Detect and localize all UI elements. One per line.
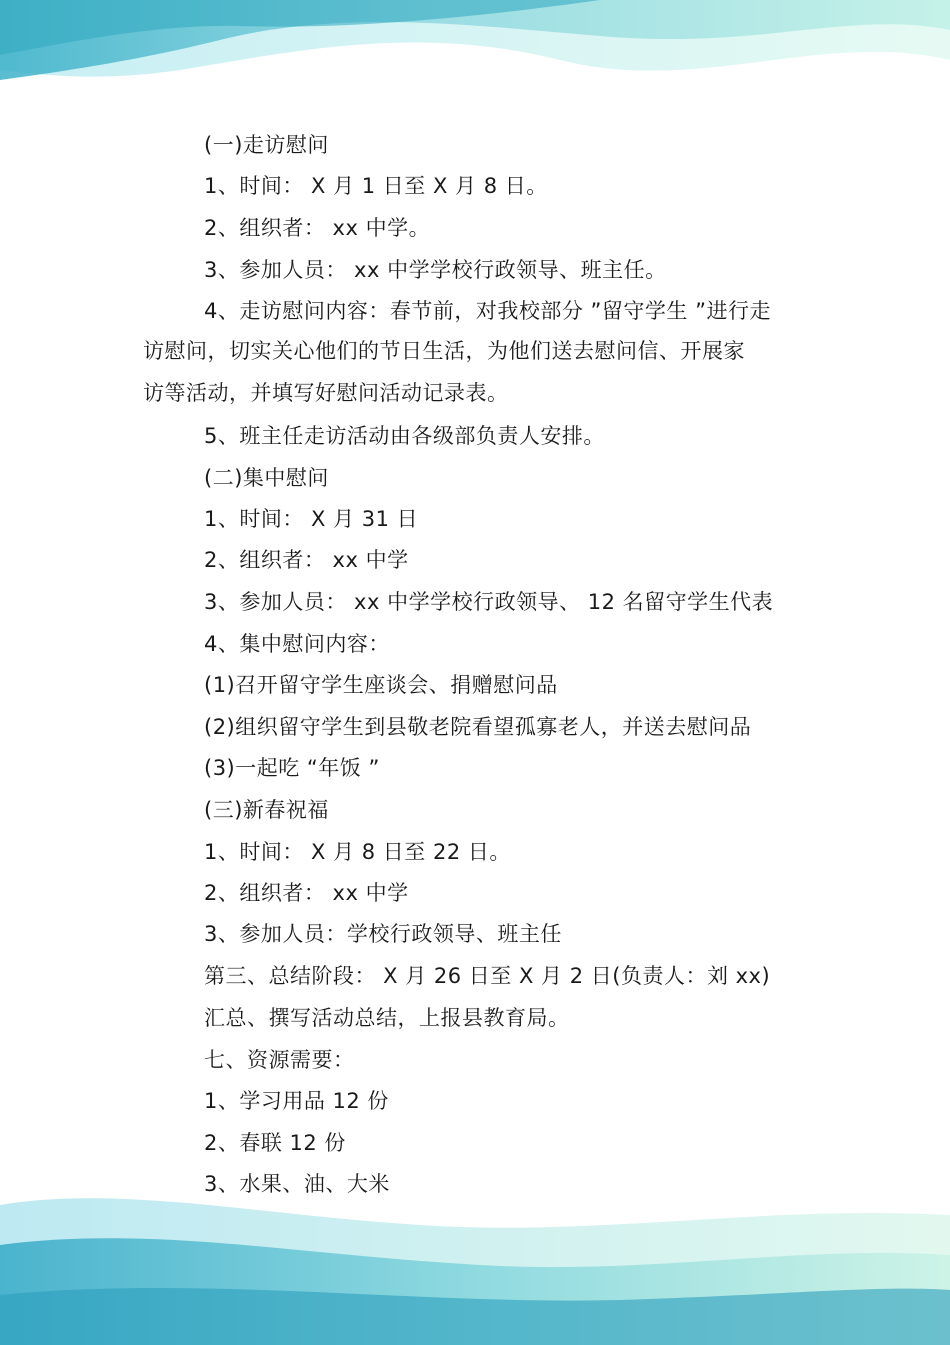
- text-line: 1、时间： X 月 8 日至 22 日。: [204, 840, 511, 864]
- text-line: 3、参加人员： xx 中学学校行政领导、班主任。: [204, 258, 667, 282]
- text-line: 1、时间： X 月 1 日至 X 月 8 日。: [204, 174, 548, 198]
- text-line: (1)召开留守学生座谈会、捐赠慰问品: [204, 673, 558, 697]
- section-heading: 七、资源需要：: [204, 1048, 355, 1072]
- text-line: 1、学习用品 12 份: [204, 1089, 389, 1113]
- text-line: 2、组织者： xx 中学: [204, 881, 409, 905]
- section-heading: (三)新春祝福: [204, 798, 329, 822]
- text-line: 第三、总结阶段： X 月 26 日至 X 月 2 日(负责人：刘 xx): [204, 964, 771, 988]
- text-line: 3、参加人员： xx 中学学校行政领导、 12 名留守学生代表: [204, 590, 774, 614]
- text-line: 访等活动，并填写好慰问活动记录表。: [143, 381, 509, 405]
- text-line: 5、班主任走访活动由各级部负责人安排。: [204, 424, 605, 448]
- text-line: 3、水果、油、大米: [204, 1172, 390, 1196]
- text-line: (2)组织留守学生到县敬老院看望孤寡老人，并送去慰问品: [204, 715, 752, 739]
- text-line: (3)一起吃 “年饭 ”: [204, 756, 380, 780]
- text-line: 3、参加人员：学校行政领导、班主任: [204, 922, 562, 946]
- section-heading: (一)走访慰问: [204, 133, 329, 157]
- text-line: 1、时间： X 月 31 日: [204, 507, 419, 531]
- section-heading: (二)集中慰问: [204, 466, 329, 490]
- text-line: 访慰问，切实关心他们的节日生活，为他们送去慰问信、开展家: [143, 339, 745, 363]
- text-line: 2、春联 12 份: [204, 1131, 346, 1155]
- text-line: 汇总、撰写活动总结，上报县教育局。: [204, 1006, 570, 1030]
- text-line: 4、集中慰问内容：: [204, 632, 390, 656]
- text-line: 2、组织者： xx 中学: [204, 548, 409, 572]
- text-line: 2、组织者： xx 中学。: [204, 216, 431, 240]
- text-line: 4、走访慰问内容：春节前，对我校部分 ”留守学生 ”进行走: [204, 299, 771, 323]
